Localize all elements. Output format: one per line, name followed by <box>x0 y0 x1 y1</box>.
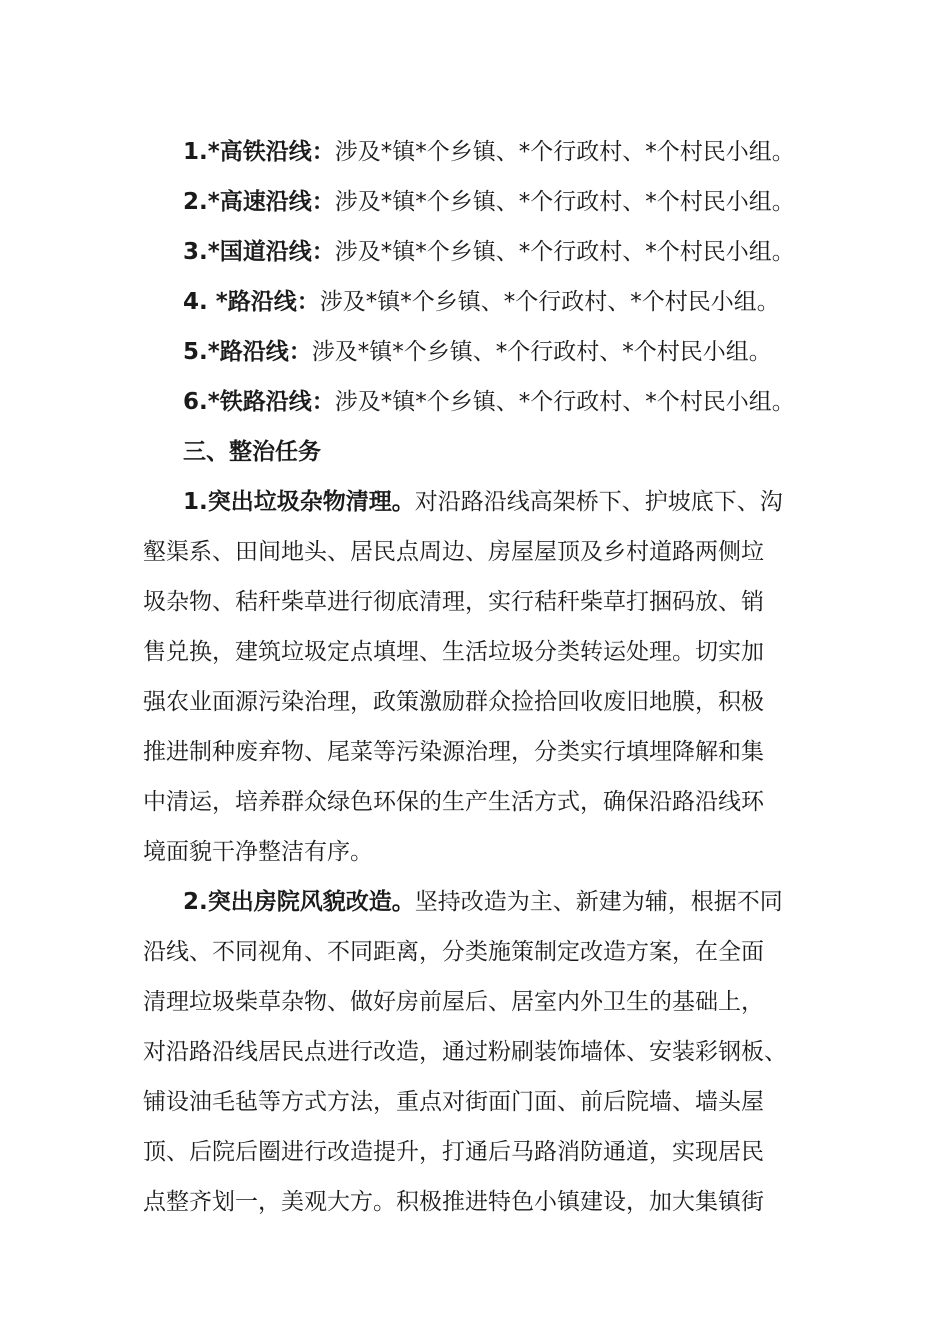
section-heading: 三、整治任务 <box>183 439 321 465</box>
list-item <box>143 277 803 327</box>
list-item <box>143 177 803 227</box>
document-body <box>143 127 803 1227</box>
paragraph-line: 沿线、不同视角、不同距离，分类施策制定改造方案，在全面 <box>143 939 764 965</box>
item-text: 涉及*镇*个乡镇、*个行政村、*个村民小组。 <box>334 389 795 415</box>
paragraph-line: 境面貌干净整洁有序。 <box>143 839 373 865</box>
list-item <box>143 227 803 277</box>
item-text: 涉及*镇*个乡镇、*个行政村、*个村民小组。 <box>334 139 795 165</box>
paragraph-line: 铺设油毛毡等方式方法，重点对街面门面、前后院墙、墙头屋 <box>143 1089 764 1115</box>
paragraph-line <box>143 477 803 527</box>
paragraph-line: 中清运，培养群众绿色环保的生产生活方式，确保沿路沿线环 <box>143 789 764 815</box>
item-label: 2.*高速沿线： <box>183 189 335 215</box>
item-text: 涉及*镇*个乡镇、*个行政村、*个村民小组。 <box>334 239 795 265</box>
item-label: 4. *路沿线： <box>183 289 320 315</box>
paragraph-line: 圾杂物、秸秆柴草进行彻底清理，实行秸秆柴草打捆码放、销 <box>143 589 764 615</box>
paragraph-line: 点整齐划一，美观大方。积极推进特色小镇建设，加大集镇街 <box>143 1189 764 1215</box>
paragraph-line: 顶、后院后圈进行改造提升，打通后马路消防通道，实现居民 <box>143 1139 764 1165</box>
paragraph-line: 清理垃圾柴草杂物、做好房前屋后、居室内外卫生的基础上， <box>143 989 764 1015</box>
paragraph-line: 强农业面源污染治理，政策激励群众捡拾回收废旧地膜，积极 <box>143 689 764 715</box>
item-text: 涉及*镇*个乡镇、*个行政村、*个村民小组。 <box>319 289 780 315</box>
paragraph-line: 推进制种废弃物、尾菜等污染源治理，分类实行填埋降解和集 <box>143 739 764 765</box>
item-label: 3.*国道沿线： <box>183 239 335 265</box>
paragraph-heading: 2.突出房院风貌改造。 <box>183 889 415 915</box>
paragraph-line: 壑渠系、田间地头、居民点周边、房屋屋顶及乡村道路两侧垃 <box>143 539 764 565</box>
item-label: 5.*路沿线： <box>183 339 312 365</box>
paragraph-line: 对沿路沿线居民点进行改造，通过粉刷装饰墙体、安装彩钢板、 <box>143 1039 787 1065</box>
paragraph-line <box>143 877 803 927</box>
paragraph <box>143 877 803 1227</box>
item-text: 涉及*镇*个乡镇、*个行政村、*个村民小组。 <box>311 339 772 365</box>
item-label: 6.*铁路沿线： <box>183 389 335 415</box>
paragraph-text: 对沿路沿线高架桥下、护坡底下、沟 <box>414 489 783 515</box>
item-label: 1.*高铁沿线： <box>183 139 335 165</box>
paragraph-heading: 1.突出垃圾杂物清理。 <box>183 489 415 515</box>
paragraph-line: 售兑换，建筑垃圾定点填埋、生活垃圾分类转运处理。切实加 <box>143 639 764 665</box>
list-item <box>143 127 803 177</box>
paragraph-text: 坚持改造为主、新建为辅，根据不同 <box>414 889 783 915</box>
list-item <box>143 377 803 427</box>
paragraph <box>143 477 803 877</box>
list-item <box>143 327 803 377</box>
item-text: 涉及*镇*个乡镇、*个行政村、*个村民小组。 <box>334 189 795 215</box>
